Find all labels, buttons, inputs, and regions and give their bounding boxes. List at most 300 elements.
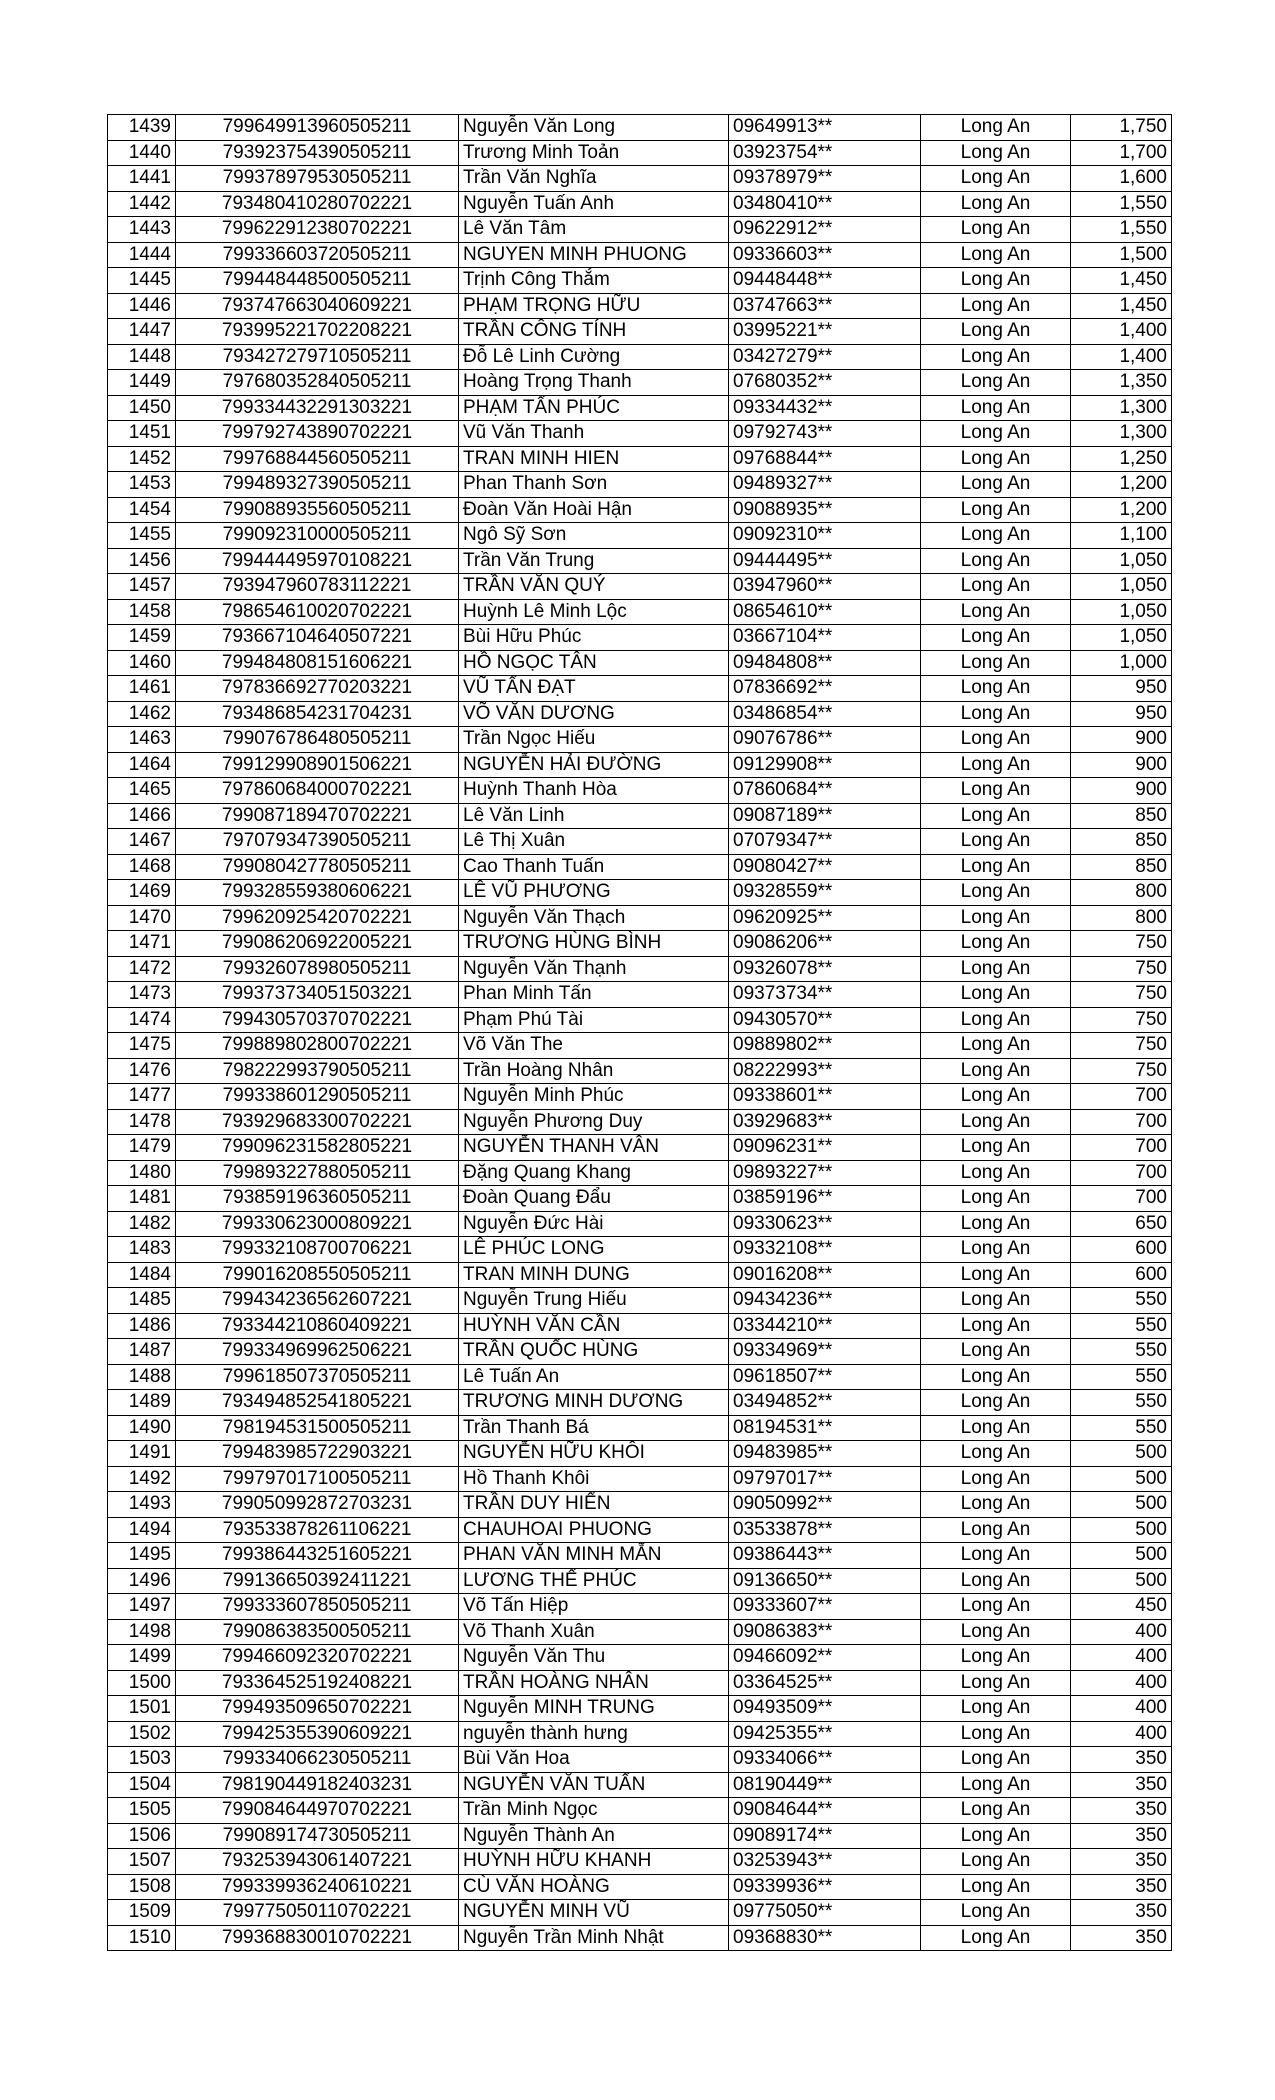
table-row — [108, 421, 1172, 447]
row-number-cell: 1508 — [108, 1874, 176, 1900]
table-row — [108, 446, 1172, 472]
row-number-cell: 1483 — [108, 1237, 176, 1263]
row-number-cell: 1451 — [108, 421, 176, 447]
row-number-cell: 1462 — [108, 701, 176, 727]
points-cell: 500 — [1071, 1466, 1172, 1492]
account-code-cell: 797680352840505211 — [176, 370, 459, 396]
account-code-cell: 798222993790505211 — [176, 1058, 459, 1084]
customer-name-cell: Nguyễn Văn Long — [459, 115, 729, 141]
customer-name-cell: Huỳnh Thanh Hòa — [459, 778, 729, 804]
row-number-cell: 1441 — [108, 166, 176, 192]
table-row — [108, 1313, 1172, 1339]
account-code-cell: 799092310000505211 — [176, 523, 459, 549]
points-cell: 350 — [1071, 1925, 1172, 1951]
points-cell: 1,500 — [1071, 242, 1172, 268]
account-code-cell: 799136650392411221 — [176, 1568, 459, 1594]
points-cell: 400 — [1071, 1645, 1172, 1671]
points-cell: 950 — [1071, 701, 1172, 727]
phone-number-cell: 09489327** — [729, 472, 921, 498]
phone-number-cell: 03253943** — [729, 1849, 921, 1875]
table-row — [108, 293, 1172, 319]
account-code-cell: 799334969962506221 — [176, 1339, 459, 1365]
customer-name-cell: Võ Tấn Hiệp — [459, 1594, 729, 1620]
province-cell: Long An — [921, 1415, 1071, 1441]
table-row — [108, 982, 1172, 1008]
account-code-cell: 798190449182403231 — [176, 1772, 459, 1798]
province-cell: Long An — [921, 115, 1071, 141]
row-number-cell: 1455 — [108, 523, 176, 549]
province-cell: Long An — [921, 1925, 1071, 1951]
account-code-cell: 799326078980505211 — [176, 956, 459, 982]
row-number-cell: 1484 — [108, 1262, 176, 1288]
points-cell: 500 — [1071, 1517, 1172, 1543]
row-number-cell: 1478 — [108, 1109, 176, 1135]
province-cell: Long An — [921, 1237, 1071, 1263]
points-cell: 1,400 — [1071, 344, 1172, 370]
row-number-cell: 1445 — [108, 268, 176, 294]
table-row — [108, 1517, 1172, 1543]
row-number-cell: 1492 — [108, 1466, 176, 1492]
customer-name-cell: Lê Văn Tâm — [459, 217, 729, 243]
row-number-cell: 1502 — [108, 1721, 176, 1747]
table-row — [108, 829, 1172, 855]
customer-name-cell: CHAUHOAI PHUONG — [459, 1517, 729, 1543]
row-number-cell: 1443 — [108, 217, 176, 243]
customer-name-cell: nguyễn thành hưng — [459, 1721, 729, 1747]
customer-name-cell: Trần Hoàng Nhân — [459, 1058, 729, 1084]
points-cell: 850 — [1071, 854, 1172, 880]
table-row — [108, 1186, 1172, 1212]
row-number-cell: 1496 — [108, 1568, 176, 1594]
account-code-cell: 799775050110702221 — [176, 1900, 459, 1926]
row-number-cell: 1503 — [108, 1747, 176, 1773]
account-code-cell: 799086206922005221 — [176, 931, 459, 957]
points-cell: 700 — [1071, 1160, 1172, 1186]
points-cell: 750 — [1071, 956, 1172, 982]
province-cell: Long An — [921, 1288, 1071, 1314]
phone-number-cell: 08194531** — [729, 1415, 921, 1441]
province-cell: Long An — [921, 523, 1071, 549]
account-code-cell: 799466092320702221 — [176, 1645, 459, 1671]
row-number-cell: 1461 — [108, 676, 176, 702]
account-code-cell: 799373734051503221 — [176, 982, 459, 1008]
customer-name-cell: Nguyễn Minh Phúc — [459, 1084, 729, 1110]
account-code-cell: 793929683300702221 — [176, 1109, 459, 1135]
table-row — [108, 727, 1172, 753]
row-number-cell: 1472 — [108, 956, 176, 982]
customer-name-cell: CÙ VĂN HOÀNG — [459, 1874, 729, 1900]
row-number-cell: 1479 — [108, 1135, 176, 1161]
province-cell: Long An — [921, 1441, 1071, 1467]
points-cell: 350 — [1071, 1772, 1172, 1798]
table-row — [108, 905, 1172, 931]
phone-number-cell: 03494852** — [729, 1390, 921, 1416]
province-cell: Long An — [921, 268, 1071, 294]
row-number-cell: 1497 — [108, 1594, 176, 1620]
points-cell: 1,050 — [1071, 548, 1172, 574]
phone-number-cell: 09136650** — [729, 1568, 921, 1594]
points-cell: 600 — [1071, 1262, 1172, 1288]
province-cell: Long An — [921, 829, 1071, 855]
points-cell: 400 — [1071, 1619, 1172, 1645]
account-code-cell: 799332108700706221 — [176, 1237, 459, 1263]
customer-name-cell: HỒ NGỌC TÂN — [459, 650, 729, 676]
row-number-cell: 1466 — [108, 803, 176, 829]
points-cell: 700 — [1071, 1084, 1172, 1110]
phone-number-cell: 09328559** — [729, 880, 921, 906]
table-row — [108, 217, 1172, 243]
customer-name-cell: Nguyễn Văn Thạch — [459, 905, 729, 931]
table-row — [108, 242, 1172, 268]
phone-number-cell: 03480410** — [729, 191, 921, 217]
table-row — [108, 1925, 1172, 1951]
phone-number-cell: 09086206** — [729, 931, 921, 957]
phone-number-cell: 03427279** — [729, 344, 921, 370]
points-cell: 1,200 — [1071, 472, 1172, 498]
customer-name-cell: LƯƠNG THẾ PHÚC — [459, 1568, 729, 1594]
phone-number-cell: 03929683** — [729, 1109, 921, 1135]
points-cell: 350 — [1071, 1849, 1172, 1875]
phone-number-cell: 08222993** — [729, 1058, 921, 1084]
row-number-cell: 1444 — [108, 242, 176, 268]
row-number-cell: 1467 — [108, 829, 176, 855]
row-number-cell: 1440 — [108, 140, 176, 166]
customer-name-cell: Bùi Hữu Phúc — [459, 625, 729, 651]
row-number-cell: 1473 — [108, 982, 176, 1008]
customer-name-cell: NGUYEN MINH PHUONG — [459, 242, 729, 268]
table-body — [108, 115, 1172, 1951]
table-row — [108, 166, 1172, 192]
row-number-cell: 1474 — [108, 1007, 176, 1033]
province-cell: Long An — [921, 1568, 1071, 1594]
customer-name-cell: Nguyễn Văn Thu — [459, 1645, 729, 1671]
customer-name-cell: Hồ Thanh Khôi — [459, 1466, 729, 1492]
customer-name-cell: Lê Văn Linh — [459, 803, 729, 829]
table-row — [108, 854, 1172, 880]
province-cell: Long An — [921, 319, 1071, 345]
points-cell: 350 — [1071, 1747, 1172, 1773]
phone-number-cell: 09336603** — [729, 242, 921, 268]
province-cell: Long An — [921, 344, 1071, 370]
customer-name-cell: HUỲNH HỮU KHANH — [459, 1849, 729, 1875]
customer-name-cell: Lê Thị Xuân — [459, 829, 729, 855]
customer-name-cell: Lê Tuấn An — [459, 1364, 729, 1390]
points-cell: 650 — [1071, 1211, 1172, 1237]
points-cell: 350 — [1071, 1900, 1172, 1926]
phone-number-cell: 07860684** — [729, 778, 921, 804]
customer-name-cell: VÕ VĂN DƯƠNG — [459, 701, 729, 727]
account-code-cell: 799076786480505211 — [176, 727, 459, 753]
points-cell: 1,300 — [1071, 421, 1172, 447]
phone-number-cell: 09326078** — [729, 956, 921, 982]
table-row — [108, 1823, 1172, 1849]
table-row — [108, 523, 1172, 549]
account-code-cell: 793494852541805221 — [176, 1390, 459, 1416]
province-cell: Long An — [921, 1798, 1071, 1824]
points-cell: 500 — [1071, 1543, 1172, 1569]
table-row — [108, 956, 1172, 982]
phone-number-cell: 09448448** — [729, 268, 921, 294]
customer-name-cell: Phan Minh Tấn — [459, 982, 729, 1008]
table-row — [108, 1492, 1172, 1518]
province-cell: Long An — [921, 956, 1071, 982]
table-row — [108, 574, 1172, 600]
customer-name-cell: NGUYỄN MINH VŨ — [459, 1900, 729, 1926]
province-cell: Long An — [921, 1517, 1071, 1543]
phone-number-cell: 09893227** — [729, 1160, 921, 1186]
province-cell: Long An — [921, 625, 1071, 651]
customer-name-cell: Nguyễn Văn Thạnh — [459, 956, 729, 982]
row-number-cell: 1457 — [108, 574, 176, 600]
customer-name-cell: TRẦN CÔNG TÍNH — [459, 319, 729, 345]
province-cell: Long An — [921, 727, 1071, 753]
table-row — [108, 752, 1172, 778]
table-row — [108, 1084, 1172, 1110]
phone-number-cell: 09368830** — [729, 1925, 921, 1951]
account-code-cell: 799893227880505211 — [176, 1160, 459, 1186]
phone-number-cell: 03995221** — [729, 319, 921, 345]
province-cell: Long An — [921, 1135, 1071, 1161]
points-cell: 400 — [1071, 1670, 1172, 1696]
points-cell: 350 — [1071, 1874, 1172, 1900]
province-cell: Long An — [921, 1594, 1071, 1620]
account-code-cell: 793859196360505211 — [176, 1186, 459, 1212]
points-cell: 550 — [1071, 1313, 1172, 1339]
account-code-cell: 799080427780505211 — [176, 854, 459, 880]
customer-name-cell: TRAN MINH HIEN — [459, 446, 729, 472]
province-cell: Long An — [921, 1849, 1071, 1875]
table-row — [108, 1849, 1172, 1875]
customer-name-cell: LÊ PHÚC LONG — [459, 1237, 729, 1263]
account-code-cell: 793253943061407221 — [176, 1849, 459, 1875]
table-row — [108, 268, 1172, 294]
points-cell: 550 — [1071, 1390, 1172, 1416]
phone-number-cell: 09334432** — [729, 395, 921, 421]
table-row — [108, 1441, 1172, 1467]
account-code-cell: 799378979530505211 — [176, 166, 459, 192]
province-cell: Long An — [921, 1466, 1071, 1492]
table-row — [108, 778, 1172, 804]
province-cell: Long An — [921, 446, 1071, 472]
customer-points-table — [107, 114, 1172, 1951]
table-row — [108, 803, 1172, 829]
province-cell: Long An — [921, 1747, 1071, 1773]
row-number-cell: 1487 — [108, 1339, 176, 1365]
points-cell: 1,000 — [1071, 650, 1172, 676]
customer-name-cell: Đặng Quang Khang — [459, 1160, 729, 1186]
phone-number-cell: 09334969** — [729, 1339, 921, 1365]
province-cell: Long An — [921, 803, 1071, 829]
phone-number-cell: 09425355** — [729, 1721, 921, 1747]
points-cell: 450 — [1071, 1594, 1172, 1620]
account-code-cell: 799797017100505211 — [176, 1466, 459, 1492]
table-row — [108, 1594, 1172, 1620]
province-cell: Long An — [921, 1186, 1071, 1212]
row-number-cell: 1469 — [108, 880, 176, 906]
points-cell: 950 — [1071, 676, 1172, 702]
points-cell: 750 — [1071, 1007, 1172, 1033]
phone-number-cell: 03667104** — [729, 625, 921, 651]
table-row — [108, 1415, 1172, 1441]
table-row — [108, 1466, 1172, 1492]
account-code-cell: 799649913960505211 — [176, 115, 459, 141]
account-code-cell: 793364525192408221 — [176, 1670, 459, 1696]
table-row — [108, 1619, 1172, 1645]
account-code-cell: 799889802800702221 — [176, 1033, 459, 1059]
province-cell: Long An — [921, 905, 1071, 931]
row-number-cell: 1504 — [108, 1772, 176, 1798]
province-cell: Long An — [921, 1339, 1071, 1365]
province-cell: Long An — [921, 548, 1071, 574]
points-cell: 1,050 — [1071, 599, 1172, 625]
table-row — [108, 1135, 1172, 1161]
account-code-cell: 799086383500505211 — [176, 1619, 459, 1645]
table-row — [108, 497, 1172, 523]
customer-name-cell: Phạm Phú Tài — [459, 1007, 729, 1033]
account-code-cell: 793533878261106221 — [176, 1517, 459, 1543]
customer-name-cell: Nguyễn MINH TRUNG — [459, 1696, 729, 1722]
table-row — [108, 701, 1172, 727]
account-code-cell: 799016208550505211 — [176, 1262, 459, 1288]
table-row — [108, 1696, 1172, 1722]
points-cell: 1,100 — [1071, 523, 1172, 549]
points-cell: 1,050 — [1071, 574, 1172, 600]
phone-number-cell: 09333607** — [729, 1594, 921, 1620]
province-cell: Long An — [921, 1084, 1071, 1110]
points-cell: 800 — [1071, 905, 1172, 931]
phone-number-cell: 07836692** — [729, 676, 921, 702]
row-number-cell: 1439 — [108, 115, 176, 141]
table-row — [108, 395, 1172, 421]
customer-name-cell: NGUYỄN VĂN TUẤN — [459, 1772, 729, 1798]
phone-number-cell: 09378979** — [729, 166, 921, 192]
province-cell: Long An — [921, 217, 1071, 243]
account-code-cell: 799050992872703231 — [176, 1492, 459, 1518]
phone-number-cell: 09797017** — [729, 1466, 921, 1492]
row-number-cell: 1454 — [108, 497, 176, 523]
points-cell: 800 — [1071, 880, 1172, 906]
table-row — [108, 1543, 1172, 1569]
points-cell: 600 — [1071, 1237, 1172, 1263]
points-cell: 900 — [1071, 778, 1172, 804]
points-cell: 1,700 — [1071, 140, 1172, 166]
row-number-cell: 1476 — [108, 1058, 176, 1084]
account-code-cell: 799483985722903221 — [176, 1441, 459, 1467]
row-number-cell: 1485 — [108, 1288, 176, 1314]
account-code-cell: 799444495970108221 — [176, 548, 459, 574]
table-row — [108, 1798, 1172, 1824]
customer-name-cell: NGUYỄN THANH VÂN — [459, 1135, 729, 1161]
phone-number-cell: 09092310** — [729, 523, 921, 549]
customer-name-cell: Trần Ngọc Hiếu — [459, 727, 729, 753]
province-cell: Long An — [921, 701, 1071, 727]
phone-number-cell: 03486854** — [729, 701, 921, 727]
account-code-cell: 799328559380606221 — [176, 880, 459, 906]
row-number-cell: 1459 — [108, 625, 176, 651]
points-cell: 900 — [1071, 727, 1172, 753]
table-row — [108, 1237, 1172, 1263]
row-number-cell: 1453 — [108, 472, 176, 498]
customer-name-cell: Đoàn Quang Đẩu — [459, 1186, 729, 1212]
table-row — [108, 1160, 1172, 1186]
account-code-cell: 799338601290505211 — [176, 1084, 459, 1110]
province-cell: Long An — [921, 1390, 1071, 1416]
phone-number-cell: 09129908** — [729, 752, 921, 778]
province-cell: Long An — [921, 1823, 1071, 1849]
account-code-cell: 799493509650702221 — [176, 1696, 459, 1722]
province-cell: Long An — [921, 650, 1071, 676]
table-row — [108, 319, 1172, 345]
account-code-cell: 799330623000809221 — [176, 1211, 459, 1237]
account-code-cell: 799622912380702221 — [176, 217, 459, 243]
row-number-cell: 1493 — [108, 1492, 176, 1518]
province-cell: Long An — [921, 1492, 1071, 1518]
account-code-cell: 799386443251605221 — [176, 1543, 459, 1569]
row-number-cell: 1446 — [108, 293, 176, 319]
customer-name-cell: TRẦN VĂN QUÝ — [459, 574, 729, 600]
customer-name-cell: Trương Minh Toản — [459, 140, 729, 166]
province-cell: Long An — [921, 1262, 1071, 1288]
row-number-cell: 1488 — [108, 1364, 176, 1390]
phone-number-cell: 03364525** — [729, 1670, 921, 1696]
province-cell: Long An — [921, 293, 1071, 319]
table-row — [108, 1288, 1172, 1314]
table-row — [108, 1339, 1172, 1365]
table-row — [108, 1874, 1172, 1900]
province-cell: Long An — [921, 854, 1071, 880]
phone-number-cell: 09649913** — [729, 115, 921, 141]
customer-name-cell: Trịnh Công Thắm — [459, 268, 729, 294]
phone-number-cell: 09084644** — [729, 1798, 921, 1824]
points-cell: 400 — [1071, 1721, 1172, 1747]
phone-number-cell: 09373734** — [729, 982, 921, 1008]
phone-number-cell: 09618507** — [729, 1364, 921, 1390]
account-code-cell: 799620925420702221 — [176, 905, 459, 931]
table-row — [108, 1721, 1172, 1747]
phone-number-cell: 09792743** — [729, 421, 921, 447]
customer-name-cell: NGUYỄN HẢI ĐƯỜNG — [459, 752, 729, 778]
row-number-cell: 1475 — [108, 1033, 176, 1059]
phone-number-cell: 09620925** — [729, 905, 921, 931]
row-number-cell: 1471 — [108, 931, 176, 957]
province-cell: Long An — [921, 242, 1071, 268]
province-cell: Long An — [921, 1364, 1071, 1390]
account-code-cell: 799768844560505211 — [176, 446, 459, 472]
table-row — [108, 1772, 1172, 1798]
row-number-cell: 1477 — [108, 1084, 176, 1110]
province-cell: Long An — [921, 1900, 1071, 1926]
row-number-cell: 1464 — [108, 752, 176, 778]
row-number-cell: 1498 — [108, 1619, 176, 1645]
row-number-cell: 1449 — [108, 370, 176, 396]
table-row — [108, 1900, 1172, 1926]
province-cell: Long An — [921, 1645, 1071, 1671]
phone-number-cell: 09338601** — [729, 1084, 921, 1110]
table-row — [108, 1033, 1172, 1059]
table-row — [108, 1568, 1172, 1594]
account-code-cell: 793747663040609221 — [176, 293, 459, 319]
points-cell: 1,050 — [1071, 625, 1172, 651]
row-number-cell: 1506 — [108, 1823, 176, 1849]
province-cell: Long An — [921, 1160, 1071, 1186]
row-number-cell: 1465 — [108, 778, 176, 804]
customer-name-cell: Nguyễn Đức Hài — [459, 1211, 729, 1237]
account-code-cell: 799448448500505211 — [176, 268, 459, 294]
account-code-cell: 799089174730505211 — [176, 1823, 459, 1849]
customer-name-cell: Đỗ Lê Linh Cường — [459, 344, 729, 370]
row-number-cell: 1491 — [108, 1441, 176, 1467]
phone-number-cell: 09334066** — [729, 1747, 921, 1773]
